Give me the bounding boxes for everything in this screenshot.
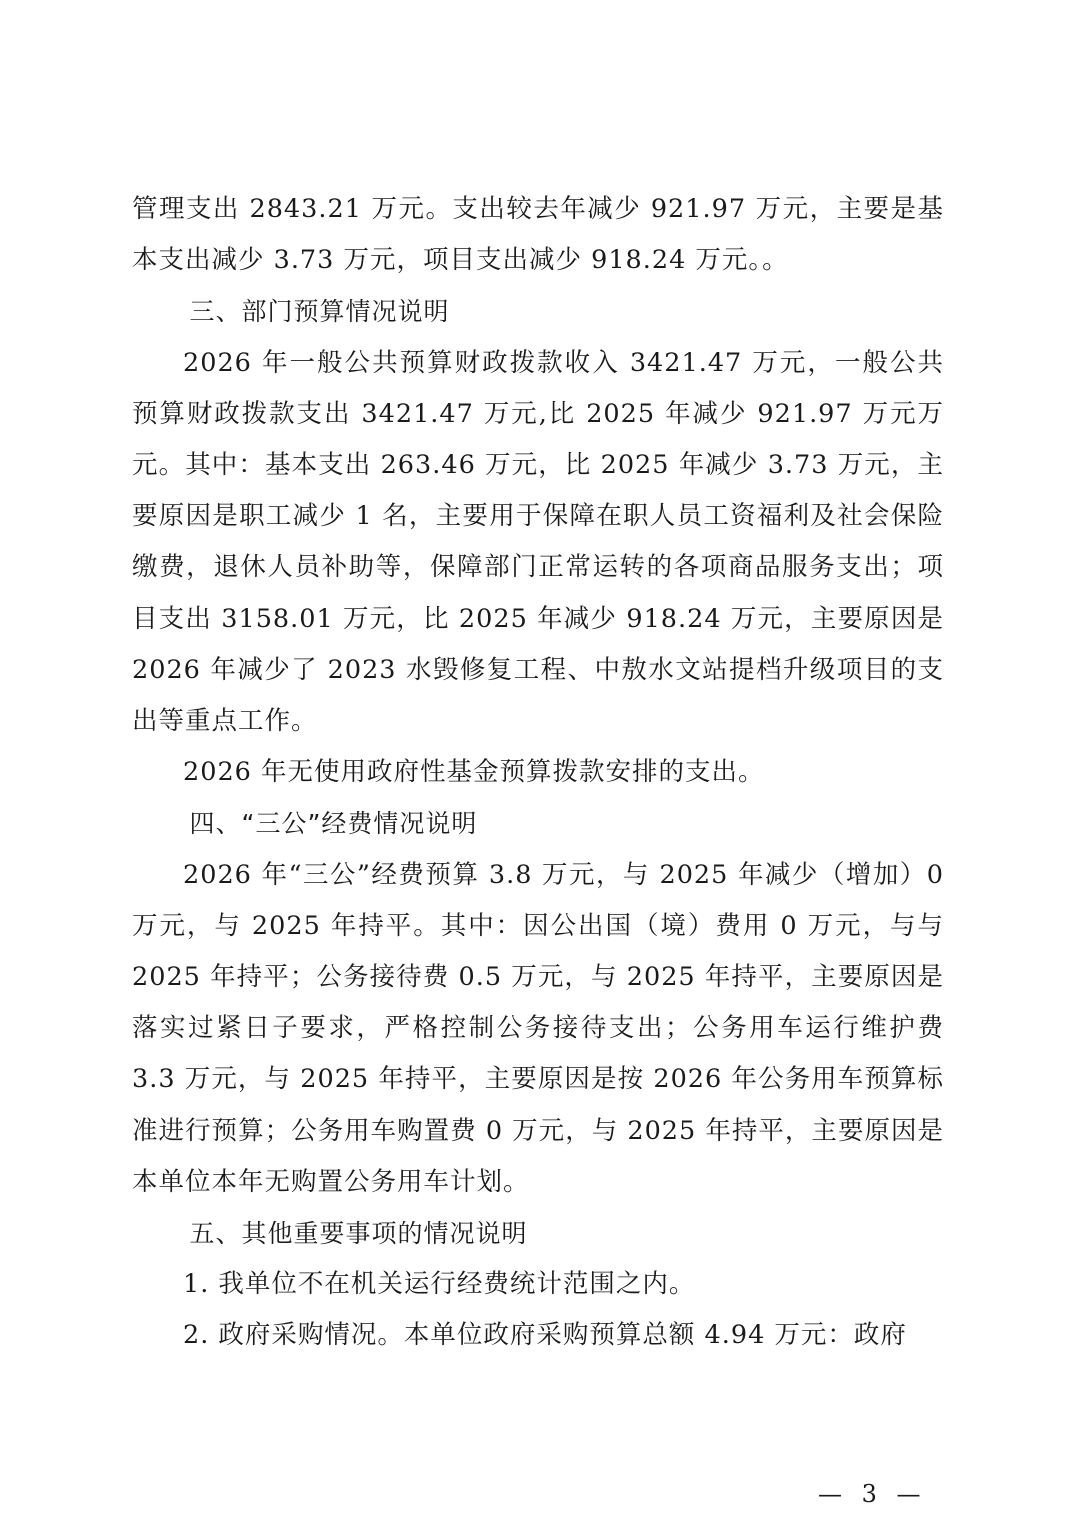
section-heading-other-matters: 五、其他重要事项的情况说明 (189, 1219, 528, 1249)
paragraph-item-2: 2. 政府采购情况。本单位政府采购预算总额 4.94 万元：政府 (183, 1320, 907, 1351)
document-body (132, 184, 944, 1362)
section-heading-three-public-expenses: 四、“三公”经费情况说明 (189, 809, 478, 839)
paragraph-government-fund: 2026 年无使用政府性基金预算拨款安排的支出。 (183, 757, 765, 788)
paragraph-management-expense: 管理支出 2843.21 万元。支出较去年减少 921.97 万元，主要是基本支出减少 3.73 万元，项目支出减少 918.24 万元。。 (132, 194, 944, 276)
paragraph-three-public-expenses: 2026 年“三公”经费预算 3.8 万元，与 2025 年减少（增加）0 万元，与 2025 年持平。其中：因公出国（境）费用 0 万元，与与 2025 年持平；公务接待费 0.5 万元，与 2025 年持平，主要原因是落实过紧日子要求，严格控制公务接待支出；公务用车运行维护费 3.3 万元，与 2025 年持平，主要原因是按 2026 年公务用车预算标准进行预算；公务用车购置费 0 万元，与 2025 年持平，主要原因是本单位本年无购置公务用车计划。 (132, 859, 944, 1197)
paragraph-general-budget: 2026 年一般公共预算财政拨款收入 3421.47 万元，一般公共预算财政拨款支出 3421.47 万元,比 2025 年减少 921.97 万元万元。其中：基本支出 263.46 万元，比 2025 年减少 3.73 万元，主要原因是职工减少 1 名，主要用于保障在职人员工资福利及社会保险缴费，退休人员补助等，保障部门正常运转的各项商品服务支出；项目支出 3158.01 万元，比 2025 年减少 918.24 万元，主要原因是 2026 年减少了 2023 水毁修复工程、中敖水文站提档升级项目的支出等重点工作。 (132, 347, 944, 737)
paragraph-item-1: 1. 我单位不在机关运行经费统计范围之内。 (183, 1269, 696, 1300)
page-number: — 3 — (818, 1480, 927, 1508)
section-heading-department-budget: 三、部门预算情况说明 (189, 297, 450, 327)
